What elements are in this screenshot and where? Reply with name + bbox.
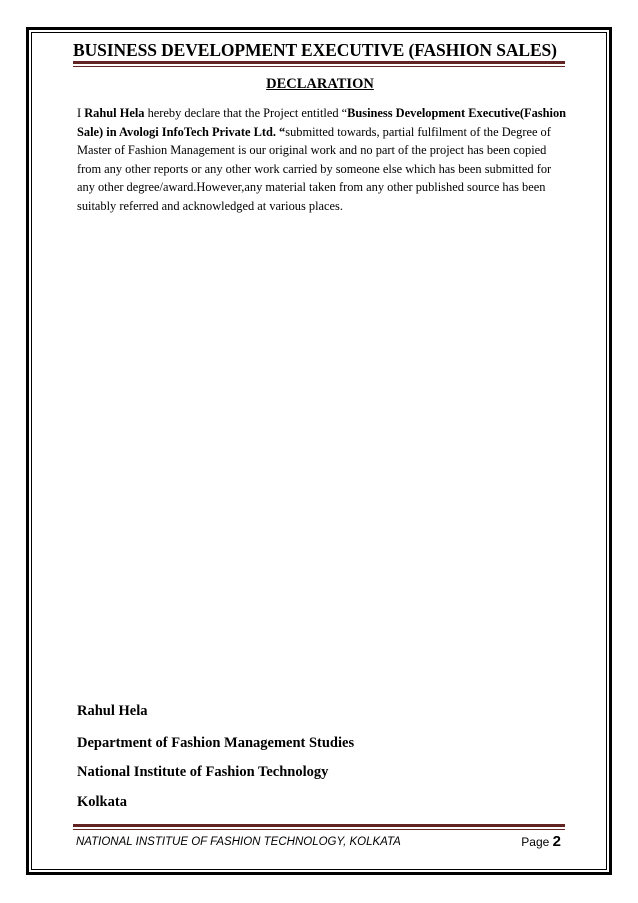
declaration-text-2: hereby declare that the Project entitled “ bbox=[144, 106, 348, 120]
declarant-name: Rahul Hela bbox=[84, 106, 145, 120]
header-title: BUSINESS DEVELOPMENT EXECUTIVE (FASHION SALES) bbox=[73, 40, 557, 60]
signature-name: Rahul Hela bbox=[77, 703, 148, 719]
page-number-value: 2 bbox=[552, 833, 561, 850]
declaration-text-3: submitted towards, partial fulfilment of the Degree of Master of Fashion Management is our original work and no part of the project has been copied from any other reports or any other work carried by someone else which has been submitted for any other degree/award.However,any material taken from any other published source has been suitably referred and acknowledged at various places. bbox=[77, 124, 552, 213]
footer-rule-thin bbox=[73, 829, 565, 830]
declaration-text-1: I bbox=[77, 106, 85, 120]
page-number bbox=[521, 833, 561, 850]
declaration-paragraph bbox=[77, 104, 567, 216]
signature-department: Department of Fashion Management Studies bbox=[77, 735, 355, 751]
project-title: Business Development Executive(Fashion Sale) in Avologi InfoTech Private Ltd. “ bbox=[77, 106, 567, 139]
declaration-heading: DECLARATION bbox=[266, 76, 374, 92]
signature-institute: National Institute of Fashion Technology bbox=[77, 764, 329, 780]
footer-institute: NATIONAL INSTITUE OF FASHION TECHNOLOGY, KOLKATA bbox=[76, 836, 401, 848]
footer-rule-thick bbox=[73, 824, 565, 827]
page-label: Page bbox=[521, 835, 553, 849]
header-rule-thick bbox=[73, 61, 565, 64]
header-rule-thin bbox=[73, 66, 565, 67]
signature-city: Kolkata bbox=[77, 794, 127, 810]
